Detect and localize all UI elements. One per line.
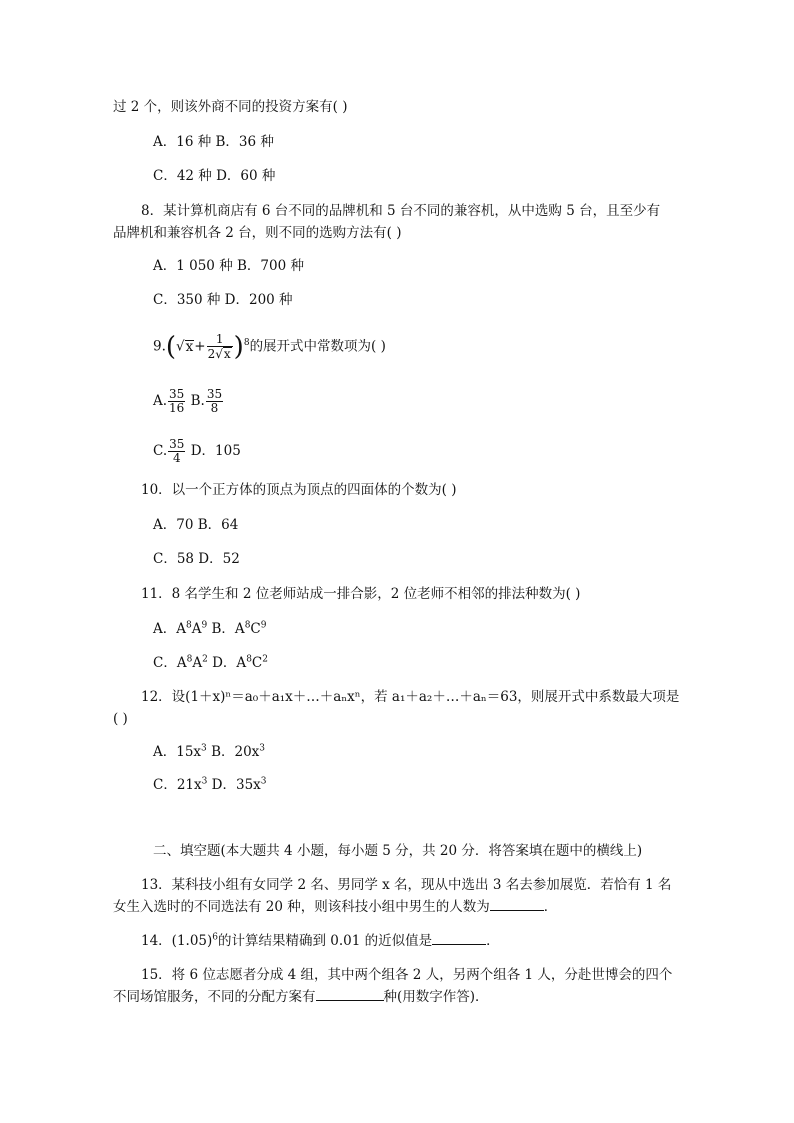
- q8-options-ab: A．1 050 种 B．700 种: [153, 258, 304, 274]
- q11-options-ab: A．$A^8A^9$ B．$A^8C^9$: [153, 620, 267, 637]
- q12-options-ab: A．$15x^3$ B．$20x^3$: [153, 743, 266, 760]
- sqrt-icon: √: [215, 347, 223, 361]
- q9-stem: [153, 333, 386, 361]
- q12-stem-line1: 12．设(1＋x)ⁿ＝a₀＋a₁x＋…＋aₙxⁿ，若 a₁＋a₂＋…＋aₙ＝63，则展开式中系数最大项是: [141, 689, 680, 705]
- q13-stem-line2: 女生入选时的不同选法有 20 种，则该科技小组中男生的人数为 ．: [113, 899, 558, 915]
- q10-options-cd: C．58 D．52: [153, 551, 240, 567]
- q9-number: 9.: [153, 338, 166, 355]
- q9-power: 8: [243, 338, 250, 348]
- q7-options-cd: C．42 种 D．60 种: [153, 168, 276, 184]
- q12-stem-line2: ( ): [113, 711, 128, 727]
- q15-answer-blank[interactable]: [316, 988, 384, 1001]
- q8-options-cd: C．350 种 D．200 种: [153, 292, 293, 308]
- q15-stem-line2: 不同场馆服务，不同的分配方案有 种(用数字作答)．: [113, 989, 489, 1005]
- q15-stem-line1: 15．将 6 位志愿者分成 4 组，其中两个组各 2 人，另两个组各 1 人，分赴世博会的四个: [141, 967, 673, 983]
- q13-stem-line1: 13．某科技小组有女同学 2 名、男同学 x 名，现从中选出 3 名去参加展览．若恰有 1 名: [141, 877, 672, 893]
- q14-answer-blank[interactable]: [432, 932, 486, 945]
- sqrt-icon: √: [176, 338, 185, 355]
- q10-options-ab: A．70 B．64: [153, 517, 239, 533]
- q11-stem: 11．8 名学生和 2 位老师站成一排合影，2 位老师不相邻的排法种数为( ): [141, 586, 581, 602]
- sqrt-x: x: [185, 338, 194, 355]
- q8-stem-line2: 品牌机和兼容机各 2 台，则不同的选购方法有( ): [113, 225, 402, 241]
- section-2-heading: 二、填空题(本大题共 4 小题，每小题 5 分，共 20 分．将答案填在题中的横线上): [153, 843, 643, 859]
- q9-fraction: [207, 333, 233, 361]
- q11-options-cd: C．$A^8A^2$ D．$A^8C^2$: [153, 654, 268, 671]
- q10-stem: 10．以一个正方体的顶点为顶点的四面体的个数为( ): [141, 482, 457, 498]
- q14-stem: 14．$(1.05)^6$的计算结果精确到 0.01 的近似值是 ．: [141, 932, 500, 949]
- fraction-c: $\frac{35}{4}$: [169, 437, 185, 465]
- q8-stem-line1: 8．某计算机商店有 6 台不同的品牌机和 5 台不同的兼容机，从中选购 5 台，且至少有: [141, 203, 661, 219]
- q7-stem-end: 过 2 个，则该外商不同的投资方案有( ): [113, 99, 348, 115]
- fraction-numerator: 1: [207, 333, 233, 347]
- left-paren: (: [165, 332, 177, 362]
- q13-answer-blank[interactable]: [490, 898, 544, 911]
- q9-options-cd: C. $\frac{35}{4}$ D．105: [153, 437, 241, 465]
- q9-stem-text: 的展开式中常数项为( ): [249, 338, 386, 355]
- q9-options-ab: A. $\frac{35}{16}$ B. $\frac{35}{8}$: [153, 387, 223, 415]
- fraction-b: $\frac{35}{8}$: [206, 387, 223, 415]
- plus-sign: +: [194, 338, 206, 355]
- q12-options-cd: C．$21x^3$ D．$35x^3$: [153, 776, 267, 793]
- right-paren: ): [233, 332, 244, 362]
- fraction-a: $\frac{35}{16}$: [169, 387, 185, 415]
- fraction-denominator: 2√x: [207, 347, 231, 361]
- q7-options-ab: A．16 种 B．36 种: [153, 134, 274, 150]
